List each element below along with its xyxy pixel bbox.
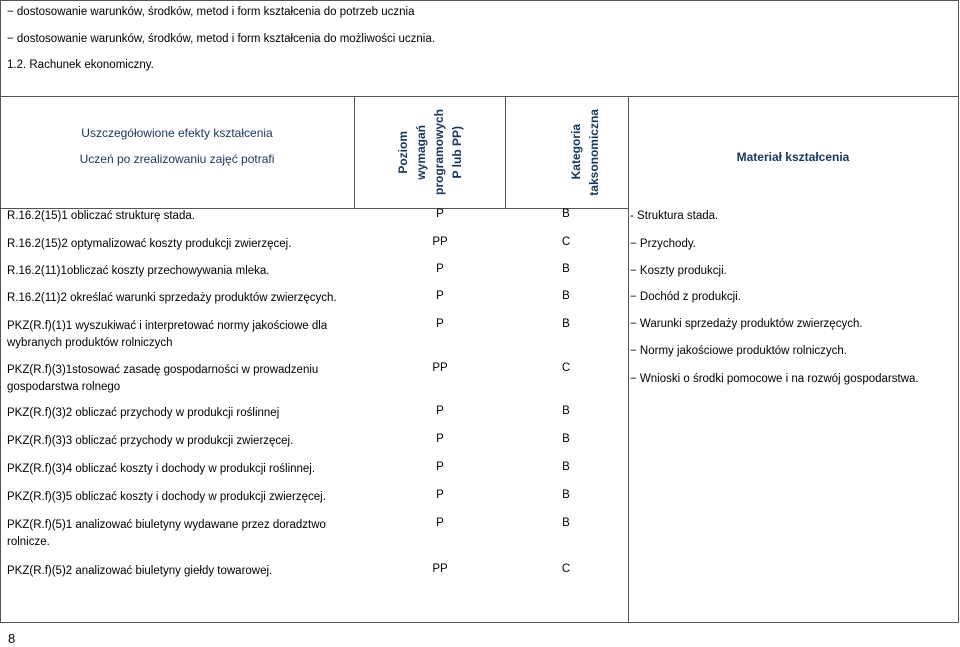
outcome-row-9: PKZ(R.f)(3)4 obliczać koszty i dochody w produkcji roślinnej. — [7, 463, 316, 475]
outcome-row-5 — [7, 318, 327, 352]
top-border — [0, 0, 958, 1]
material-item-2: − Przychody. — [630, 238, 696, 250]
outcome-row-1: R.16.2(15)1 obliczać strukturę stada. — [7, 210, 195, 222]
outcome-row-6 — [7, 362, 318, 396]
category-row-2: C — [561, 236, 571, 248]
material-item-7: − Wnioski o środki pomocowe i na rozwój gospodarstwa. — [630, 373, 919, 385]
outcome-row-12: PKZ(R.f)(5)2 analizować biuletyny giełdy towarowej. — [7, 565, 273, 577]
category-row-5: B — [562, 318, 570, 330]
outcome-row-4: R.16.2(11)2 określać warunki sprzedaży produktów zwierzęcych. — [7, 292, 337, 304]
category-row-10: B — [562, 489, 570, 501]
outcome-row-7: PKZ(R.f)(3)2 obliczać przychody w produkcji roślinnej — [7, 407, 280, 419]
category-header — [560, 96, 610, 208]
outcome-row-10: PKZ(R.f)(3)5 obliczać koszty i dochody w produkcji zwierzęcej. — [7, 491, 326, 503]
intro-line-3: 1.2. Rachunek ekonomiczny. — [7, 59, 154, 71]
outcome-row-5-line-1: PKZ(R.f)(1)1 wyszukiwać i interpretować normy jakościowe dla — [7, 320, 328, 332]
category-row-12: C — [561, 563, 571, 575]
level-row-4: P — [436, 290, 444, 302]
outcomes-header-line-1: Uszczegółowione efekty kształcenia — [81, 126, 273, 140]
level-header-line-1: Poziom — [396, 130, 410, 174]
outcome-row-11-line-1: PKZ(R.f)(5)1 analizować biuletyny wydawane przez doradztwo — [7, 519, 326, 531]
outcome-row-8: PKZ(R.f)(3)3 obliczać przychody w produkcji zwierzęcej. — [7, 435, 294, 447]
category-row-9: B — [562, 461, 570, 473]
material-header: Materiał kształcenia — [736, 150, 850, 164]
category-header-line-2: taksonomiczna — [587, 108, 601, 196]
level-row-7: P — [436, 405, 444, 417]
outcomes-header — [0, 120, 354, 172]
level-row-6: PP — [432, 362, 448, 374]
level-row-12: PP — [432, 563, 448, 575]
level-row-3: P — [436, 263, 444, 275]
level-row-8: P — [436, 433, 444, 445]
material-item-4: − Dochód z produkcji. — [630, 291, 741, 303]
category-row-3: B — [562, 263, 570, 275]
outcome-row-5-line-2: wybranych produktów rolniczych — [7, 337, 173, 349]
category-row-8: B — [562, 433, 570, 445]
level-header-line-2: wymagań — [414, 124, 428, 180]
category-row-7: B — [562, 405, 570, 417]
header-divider-1 — [354, 96, 355, 208]
material-item-1: - Struktura stada. — [630, 210, 719, 222]
level-header-line-4: P lub PP) — [450, 125, 464, 179]
intro-line-2: − dostosowanie warunków, środków, metod i form kształcenia do możliwości ucznia. — [7, 33, 435, 45]
level-row-1: P — [436, 208, 444, 220]
outcome-row-3: R.16.2(11)1obliczać koszty przechowywania mleka. — [7, 265, 270, 277]
outcome-row-6-line-1: PKZ(R.f)(3)1stosować zasadę gospodarności w prowadzeniu — [7, 364, 319, 376]
level-header-line-3: programowych — [432, 108, 446, 195]
level-row-9: P — [436, 461, 444, 473]
category-row-11: B — [562, 517, 570, 529]
material-item-3: − Koszty produkcji. — [630, 265, 727, 277]
outcome-row-11 — [7, 517, 326, 551]
page-number: 8 — [8, 631, 16, 646]
outcome-row-6-line-2: gospodarstwa rolnego — [7, 381, 121, 393]
level-header — [380, 96, 480, 208]
outcome-row-2: R.16.2(15)2 optymalizować koszty produkcji zwierzęcej. — [7, 238, 292, 250]
level-row-5: P — [436, 318, 444, 330]
material-item-5: − Warunki sprzedaży produktów zwierzęcych. — [630, 318, 863, 330]
category-row-6: C — [561, 362, 571, 374]
level-row-10: P — [436, 489, 444, 501]
category-row-1: B — [562, 208, 570, 220]
material-item-6: − Normy jakościowe produktów rolniczych. — [630, 345, 847, 357]
header-divider-2 — [505, 96, 506, 208]
intro-line-1: − dostosowanie warunków, środków, metod i form kształcenia do potrzeb ucznia — [7, 6, 415, 18]
left-border — [0, 0, 1, 622]
category-header-line-1: Kategoria — [569, 124, 583, 180]
outcomes-header-line-2: Uczeń po zrealizowaniu zajęć potrafi — [79, 152, 275, 166]
material-column-divider — [628, 96, 629, 622]
level-row-11: P — [436, 517, 444, 529]
outcome-row-11-line-2: rolnicze. — [7, 536, 50, 548]
category-row-4: B — [562, 290, 570, 302]
level-row-2: PP — [432, 236, 448, 248]
